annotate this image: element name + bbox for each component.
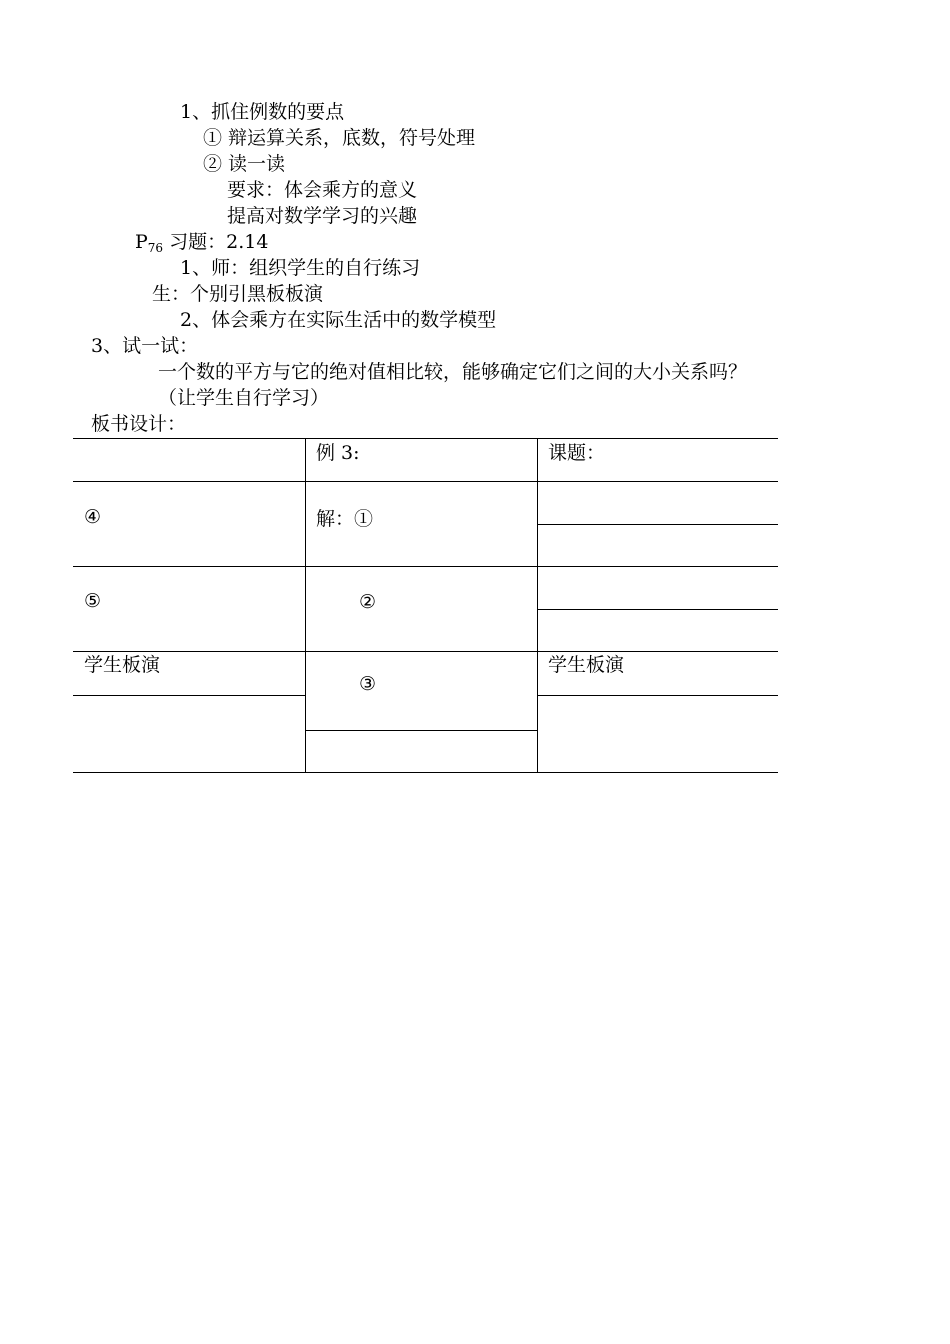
board-design-heading: 板书设计： [91, 413, 187, 435]
right-student-demo: 学生板演 [548, 654, 625, 676]
interest-line: 提高对数学学习的兴趣 [227, 205, 418, 227]
teacher-line: 1、师：组织学生的自行练习 [180, 257, 421, 279]
point-item-1: ① 辩运算关系，底数，符号处理 [203, 127, 476, 149]
table-row-line [73, 566, 778, 567]
table-row-line [73, 695, 305, 696]
table-row-line [73, 651, 778, 652]
page-number: 76 [147, 241, 164, 255]
table-border-top [73, 438, 778, 439]
circled-five: ⑤ [84, 590, 102, 612]
requirement-line: 要求：体会乘方的意义 [227, 179, 418, 201]
exercise-label: 习题：2.14 [169, 231, 269, 253]
self-study-note: （让学生自行学习） [158, 387, 330, 409]
table-row-line [305, 730, 537, 731]
table-border-bottom [73, 772, 778, 773]
example-label: 例 3: [316, 442, 360, 464]
circled-two: ② [359, 591, 377, 613]
question-line: 一个数的平方与它的绝对值相比较，能够确定它们之间的大小关系吗？ [158, 361, 748, 383]
table-row-line [537, 695, 778, 696]
table-row-line [537, 524, 778, 525]
table-row-line [73, 481, 778, 482]
left-student-demo: 学生板演 [84, 654, 161, 676]
exercise-line [135, 229, 268, 257]
solution-label: 解：① [316, 508, 374, 530]
try-heading: 3、试一试： [91, 335, 199, 357]
point-item-2: ② 读一读 [203, 153, 286, 175]
table-column-line [305, 438, 306, 773]
page-prefix: P [135, 231, 148, 253]
student-line: 生：个别引黑板板演 [152, 283, 324, 305]
circled-four: ④ [84, 506, 102, 528]
table-column-line [537, 438, 538, 773]
topic-label: 课题： [548, 442, 606, 464]
point-heading: 1、抓住例数的要点 [180, 101, 345, 123]
board-design-table [73, 438, 778, 773]
model-line: 2、体会乘方在实际生活中的数学模型 [180, 309, 497, 331]
table-row-line [537, 609, 778, 610]
circled-three: ③ [359, 673, 377, 695]
